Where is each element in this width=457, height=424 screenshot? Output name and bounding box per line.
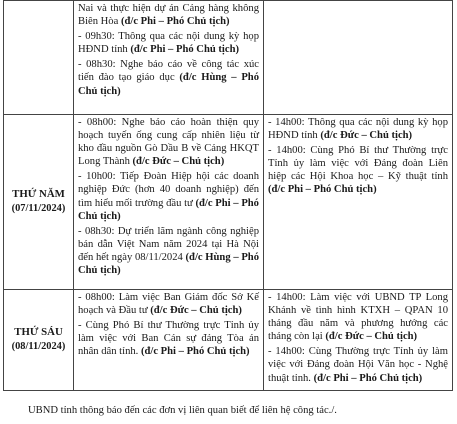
entry-text: - Cùng Phó Bí thư Thường trực Tỉnh ủy làm việc với Ban Cán sự đảng Tòa án nhân dân tỉnh. bbox=[78, 320, 259, 358]
entry-text: - 08h00: Nghe báo cáo hoàn thiện quy hoạch tuyến ống cung cấp nhiên liệu từ kho đầu nguồn Gò Dầu B về Cảng HKQT Long Thành bbox=[78, 117, 259, 168]
schedule-entry bbox=[78, 58, 259, 97]
schedule-entry bbox=[78, 225, 259, 277]
afternoon-cell bbox=[264, 290, 453, 391]
entry-text: - 14h00: Làm việc với UBND TP Long Khánh về tình hình KTXH – QPAN 10 tháng đầu năm và phương hướng các tháng còn lại bbox=[268, 292, 448, 343]
schedule-entry bbox=[78, 170, 259, 222]
entry-text: - 10h00: Tiếp Đoàn Hiệp hội các doanh nghiệp Đức (hơn 40 doanh nghiệp) đến tìm hiểu mối trường đầu tư bbox=[78, 171, 259, 209]
entry-text: - 09h30: Thông qua các nội dung kỳ họp HĐND tỉnh bbox=[78, 31, 259, 56]
day-cell bbox=[4, 1, 74, 115]
afternoon-cell bbox=[264, 1, 453, 115]
schedule-table bbox=[3, 0, 453, 391]
schedule-entry bbox=[78, 116, 259, 168]
schedule-entry bbox=[78, 30, 259, 56]
entry-assignee: (đ/c Phi – Phó Chủ tịch) bbox=[140, 346, 250, 358]
schedule-row bbox=[4, 115, 453, 290]
entry-assignee: (đ/c Hùng – Phó Chủ tịch) bbox=[78, 72, 259, 97]
schedule-entry bbox=[268, 291, 448, 343]
entry-assignee: (đ/c Phi – Phó Chủ tịch) bbox=[120, 16, 230, 28]
footer-note: UBND tỉnh thông báo đến các đơn vị liên quan biết để liên hệ công tác./. bbox=[28, 405, 337, 416]
schedule-entry bbox=[268, 345, 448, 384]
schedule-row bbox=[4, 290, 453, 391]
entry-text: - 08h30: Dự triển lãm ngành công nghiệp bán dẫn Việt Nam năm 2024 tại Hà Nội đến hết ngày 08/11/2024 bbox=[78, 225, 259, 263]
day-date: (07/11/2024) bbox=[11, 202, 66, 214]
entry-text: - 08h30: Nghe báo cáo về công tác xúc tiến đào tạo giáo dục bbox=[78, 59, 259, 84]
entry-assignee: (đ/c Hùng – Phó Chủ tịch) bbox=[78, 251, 259, 277]
entry-text: - 14h00: Thông qua các nội dung kỳ họp HĐND tỉnh bbox=[268, 117, 448, 142]
day-cell bbox=[4, 290, 74, 391]
entry-assignee: (đ/c Đức – Chủ tịch) bbox=[320, 130, 413, 142]
entry-assignee: (đ/c Đức – Chủ tịch) bbox=[325, 331, 418, 343]
schedule-entry bbox=[78, 291, 259, 317]
entry-text: Nai và thực hiện dự án Cảng hàng không Biên Hòa bbox=[78, 3, 259, 28]
schedule-entry bbox=[78, 319, 259, 358]
entry-assignee: (đ/c Phi – Phó Chủ tịch) bbox=[313, 372, 423, 384]
schedule-entry bbox=[78, 2, 259, 28]
entry-text: - 14h00: Cùng Phó Bí thư Thường trực Tỉnh ủy làm việc với Đảng đoàn Liên hiệp các Hội Khoa học – Kỹ thuật tỉnh bbox=[268, 145, 448, 183]
afternoon-cell bbox=[264, 115, 453, 290]
day-name: THỨ NĂM bbox=[12, 188, 65, 201]
morning-cell bbox=[74, 290, 264, 391]
day-date: (08/11/2024) bbox=[11, 340, 66, 352]
entry-assignee: (đ/c Phi – Phó Chủ tịch) bbox=[130, 44, 239, 56]
entry-assignee: (đ/c Phi – Phó Chủ tịch) bbox=[268, 184, 377, 196]
schedule-entry bbox=[268, 144, 448, 196]
morning-cell bbox=[74, 115, 264, 290]
entry-assignee: (đ/c Đức – Chủ tịch) bbox=[150, 305, 242, 317]
entry-assignee: (đ/c Đức – Chủ tịch) bbox=[132, 156, 225, 168]
schedule-row bbox=[4, 1, 453, 115]
schedule-entry bbox=[268, 116, 448, 142]
day-cell bbox=[4, 115, 74, 290]
entry-text: - 08h00: Làm việc Ban Giám đốc Sở Kế hoạch và Đầu tư bbox=[78, 292, 259, 317]
morning-cell bbox=[74, 1, 264, 115]
day-name: THỨ SÁU bbox=[14, 326, 63, 339]
entry-assignee: (đ/c Phi – Phó Chủ tịch) bbox=[78, 197, 259, 222]
entry-text: - 14h00: Cùng Thường trực Tỉnh ủy làm việc với Đảng đoàn Hội Văn học - Nghệ thuật tỉnh. bbox=[268, 346, 448, 384]
